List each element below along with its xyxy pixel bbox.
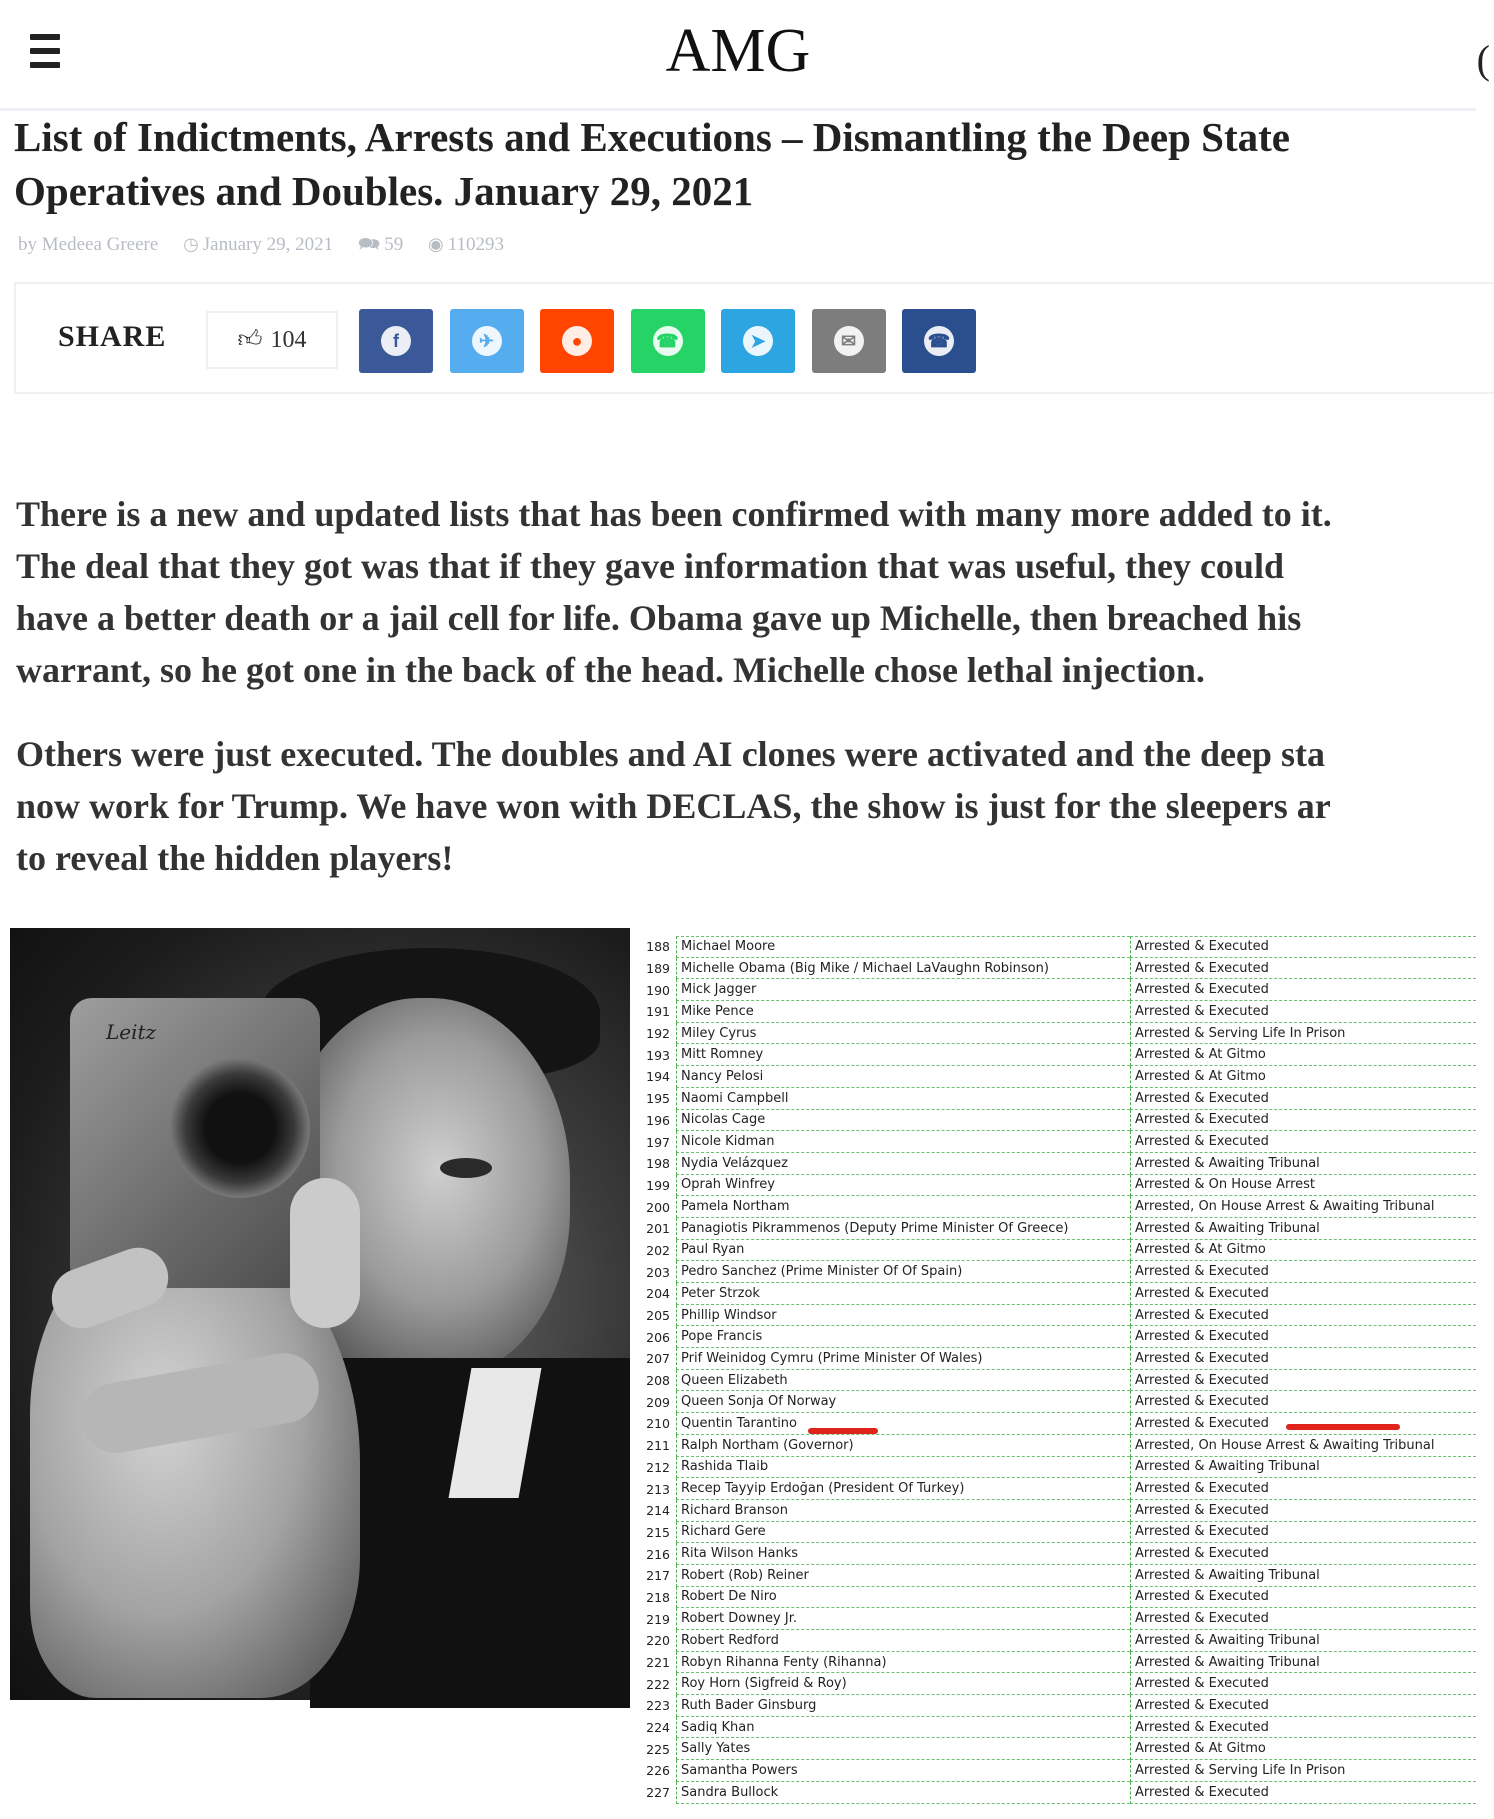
paragraph-line: to reveal the hidden players! (16, 838, 454, 878)
table-row (636, 1261, 1476, 1283)
share-whatsapp-button[interactable] (631, 309, 705, 373)
name-cell: Queen Elizabeth (676, 1370, 1130, 1392)
row-number: 225 (646, 1741, 670, 1757)
row-number: 204 (646, 1286, 670, 1302)
row-number: 211 (646, 1438, 670, 1454)
reddit-icon: ● (562, 326, 592, 356)
table-row (636, 1478, 1476, 1500)
status-cell: Arrested & Executed (1130, 1261, 1476, 1283)
name-cell: Prif Weinidog Cymru (Prime Minister Of Wales) (676, 1348, 1130, 1370)
email-icon: ✉ (834, 326, 864, 356)
status-cell: Arrested & Executed (1130, 1348, 1476, 1370)
table-row (636, 1652, 1476, 1674)
table-row (636, 1760, 1476, 1782)
spreadsheet-table (636, 936, 1476, 1804)
row-number: 217 (646, 1568, 670, 1584)
name-cell: Nydia Velázquez (676, 1153, 1130, 1175)
red-underline-mark (808, 1428, 878, 1434)
name-cell: Mike Pence (676, 1001, 1130, 1023)
table-row (636, 1110, 1476, 1132)
name-cell: Naomi Campbell (676, 1088, 1130, 1110)
article-title: List of Indictments, Arrests and Executions – Dismantling the Deep State Operatives and Doubles. January 29, 2021 (14, 114, 1290, 214)
status-cell: Arrested & Executed (1130, 1608, 1476, 1630)
name-cell: Mick Jagger (676, 979, 1130, 1001)
row-number: 200 (646, 1199, 670, 1215)
row-number: 220 (646, 1633, 670, 1649)
row-number: 190 (646, 982, 670, 998)
status-cell: Arrested & Executed (1130, 979, 1476, 1001)
name-cell: Peter Strzok (676, 1283, 1130, 1305)
status-cell: Arrested & Executed (1130, 1391, 1476, 1413)
row-number: 207 (646, 1351, 670, 1367)
table-row (636, 1782, 1476, 1804)
row-number: 208 (646, 1373, 670, 1389)
table-row (636, 1695, 1476, 1717)
status-cell: Arrested & Awaiting Tribunal (1130, 1630, 1476, 1652)
name-cell: Sadiq Khan (676, 1717, 1130, 1739)
table-row (636, 1608, 1476, 1630)
share-telegram-button[interactable] (721, 309, 795, 373)
status-cell: Arrested & Executed (1130, 958, 1476, 980)
row-number: 213 (646, 1481, 670, 1497)
article-meta (18, 232, 504, 262)
facebook-icon: f (381, 326, 411, 356)
row-number: 212 (646, 1459, 670, 1475)
like-button[interactable] (206, 311, 338, 369)
table-row (636, 1001, 1476, 1023)
name-cell: Samantha Powers (676, 1760, 1130, 1782)
share-reddit-button[interactable] (540, 309, 614, 373)
eye-icon: ◉ (428, 234, 444, 254)
table-row (636, 1717, 1476, 1739)
name-cell: Rashida Tlaib (676, 1457, 1130, 1479)
paragraph-line: warrant, so he got one in the back of the head. Michelle chose lethal injection. (16, 650, 1205, 690)
name-cell: Nicolas Cage (676, 1110, 1130, 1132)
user-icon[interactable]: ( (1476, 37, 1490, 82)
table-row (636, 1348, 1476, 1370)
status-cell: Arrested & Executed (1130, 1326, 1476, 1348)
table-row (636, 1023, 1476, 1045)
name-cell: Miley Cyrus (676, 1023, 1130, 1045)
status-cell: Arrested & Executed (1130, 1587, 1476, 1609)
name-cell: Recep Tayyip Erdoğan (President Of Turkey) (676, 1478, 1130, 1500)
share-bar (14, 282, 1494, 394)
share-viber-button[interactable] (902, 309, 976, 373)
table-row (636, 979, 1476, 1001)
status-cell: Arrested & Executed (1130, 1522, 1476, 1544)
name-cell: Rita Wilson Hanks (676, 1543, 1130, 1565)
name-cell: Phillip Windsor (676, 1305, 1130, 1327)
name-cell: Sally Yates (676, 1738, 1130, 1760)
table-row (636, 958, 1476, 980)
table-row (636, 1370, 1476, 1392)
table-row (636, 1240, 1476, 1262)
status-cell: Arrested & Executed (1130, 1370, 1476, 1392)
status-cell: Arrested & Serving Life In Prison (1130, 1023, 1476, 1045)
row-number: 206 (646, 1329, 670, 1345)
row-number: 223 (646, 1698, 670, 1714)
table-row (636, 1283, 1476, 1305)
row-number: 191 (646, 1004, 670, 1020)
table-row (636, 936, 1476, 958)
row-number: 218 (646, 1589, 670, 1605)
status-cell: Arrested & On House Arrest (1130, 1175, 1476, 1197)
red-underline-mark (1286, 1424, 1400, 1430)
status-cell: Arrested & Executed (1130, 1413, 1476, 1435)
status-cell: Arrested & Awaiting Tribunal (1130, 1153, 1476, 1175)
row-number: 227 (646, 1785, 670, 1801)
share-facebook-button[interactable] (359, 309, 433, 373)
share-twitter-button[interactable] (450, 309, 524, 373)
table-row (636, 1457, 1476, 1479)
table-row (636, 1326, 1476, 1348)
name-cell: Pamela Northam (676, 1196, 1130, 1218)
status-cell: Arrested & Executed (1130, 1782, 1476, 1804)
name-cell: Richard Branson (676, 1500, 1130, 1522)
row-number: 210 (646, 1416, 670, 1432)
name-cell: Quentin Tarantino (676, 1413, 1130, 1435)
row-number: 199 (646, 1177, 670, 1193)
table-row (636, 1587, 1476, 1609)
name-cell: Robert Redford (676, 1630, 1130, 1652)
name-cell: Paul Ryan (676, 1240, 1130, 1262)
name-cell: Robert Downey Jr. (676, 1608, 1130, 1630)
table-row (636, 1196, 1476, 1218)
status-cell: Arrested & Executed (1130, 1500, 1476, 1522)
table-row (636, 1088, 1476, 1110)
row-number: 215 (646, 1524, 670, 1540)
table-row (636, 1131, 1476, 1153)
table-row (636, 1175, 1476, 1197)
row-number: 189 (646, 961, 670, 977)
whatsapp-icon: ☎ (653, 326, 683, 356)
status-cell: Arrested & Executed (1130, 1088, 1476, 1110)
name-cell: Nicole Kidman (676, 1131, 1130, 1153)
comment-count[interactable]: 59 (384, 234, 404, 255)
status-cell: Arrested, On House Arrest & Awaiting Tribunal (1130, 1435, 1476, 1457)
twitter-icon: ✈ (472, 326, 502, 356)
status-cell: Arrested & Executed (1130, 1717, 1476, 1739)
name-cell: Nancy Pelosi (676, 1066, 1130, 1088)
paragraph-line: There is a new and updated lists that has been confirmed with many more added to it. (16, 494, 1332, 534)
row-number: 216 (646, 1546, 670, 1562)
status-cell: Arrested & Executed (1130, 1305, 1476, 1327)
name-cell: Pedro Sanchez (Prime Minister Of Of Spain) (676, 1261, 1130, 1283)
status-cell: Arrested, On House Arrest & Awaiting Tribunal (1130, 1196, 1476, 1218)
table-row (636, 1044, 1476, 1066)
status-cell: Arrested & Awaiting Tribunal (1130, 1652, 1476, 1674)
table-row (636, 1738, 1476, 1760)
status-cell: Arrested & Executed (1130, 1001, 1476, 1023)
telegram-icon: ➤ (743, 326, 773, 356)
name-cell: Richard Gere (676, 1522, 1130, 1544)
share-label: SHARE (58, 320, 167, 353)
name-cell: Michael Moore (676, 936, 1130, 958)
row-number: 194 (646, 1069, 670, 1085)
author-byline[interactable]: by Medeea Greere (18, 234, 159, 255)
row-number: 192 (646, 1026, 670, 1042)
table-row (636, 1500, 1476, 1522)
paragraph-line: have a better death or a jail cell for life. Obama gave up Michelle, then breached his (16, 598, 1302, 638)
status-cell: Arrested & Executed (1130, 1673, 1476, 1695)
row-number: 203 (646, 1264, 670, 1280)
comment-icon: 🗪 (357, 234, 381, 254)
table-row (636, 1305, 1476, 1327)
status-cell: Arrested & At Gitmo (1130, 1044, 1476, 1066)
name-cell: Oprah Winfrey (676, 1175, 1130, 1197)
name-cell: Queen Sonja Of Norway (676, 1391, 1130, 1413)
paragraph-line: now work for Trump. We have won with DECLAS, the show is just for the sleepers ar (16, 786, 1331, 826)
name-cell: Ruth Bader Ginsburg (676, 1695, 1130, 1717)
row-number: 197 (646, 1134, 670, 1150)
site-logo[interactable]: AMG (665, 17, 811, 85)
status-cell: Arrested & Executed (1130, 1110, 1476, 1132)
view-count: 110293 (447, 234, 505, 255)
row-number: 202 (646, 1242, 670, 1258)
status-cell: Arrested & At Gitmo (1130, 1738, 1476, 1760)
row-number: 214 (646, 1503, 670, 1519)
thumbs-up-icon: 👍︎ (237, 327, 263, 353)
table-row (636, 1435, 1476, 1457)
camera-logo: Leitz (106, 1020, 157, 1044)
table-row (636, 1543, 1476, 1565)
row-number: 205 (646, 1308, 670, 1324)
row-number: 224 (646, 1720, 670, 1736)
row-number: 226 (646, 1763, 670, 1779)
name-cell: Sandra Bullock (676, 1782, 1130, 1804)
status-cell: Arrested & Awaiting Tribunal (1130, 1218, 1476, 1240)
status-cell: Arrested & Executed (1130, 1695, 1476, 1717)
name-cell: Michelle Obama (Big Mike / Michael LaVaughn Robinson) (676, 958, 1130, 980)
name-cell: Pope Francis (676, 1326, 1130, 1348)
table-row (636, 1153, 1476, 1175)
row-number: 222 (646, 1676, 670, 1692)
name-cell: Mitt Romney (676, 1044, 1130, 1066)
name-cell: Roy Horn (Sigfreid & Roy) (676, 1673, 1130, 1695)
status-cell: Arrested & At Gitmo (1130, 1240, 1476, 1262)
status-cell: Arrested & Executed (1130, 1283, 1476, 1305)
status-cell: Arrested & Executed (1130, 1131, 1476, 1153)
status-cell: Arrested & Awaiting Tribunal (1130, 1457, 1476, 1479)
name-cell: Panagiotis Pikrammenos (Deputy Prime Minister Of Greece) (676, 1218, 1130, 1240)
row-number: 193 (646, 1047, 670, 1063)
table-row (636, 1630, 1476, 1652)
paragraph-line: The deal that they got was that if they gave information that was useful, they could (16, 546, 1284, 586)
paragraph-1 (16, 488, 1486, 696)
top-bar (0, 0, 1490, 111)
name-cell: Robert De Niro (676, 1587, 1130, 1609)
table-row (636, 1218, 1476, 1240)
name-cell: Robyn Rihanna Fenty (Rihanna) (676, 1652, 1130, 1674)
publish-date: January 29, 2021 (202, 234, 334, 255)
status-cell: Arrested & Awaiting Tribunal (1130, 1565, 1476, 1587)
viber-icon: ☎ (924, 326, 954, 356)
paragraph-2 (16, 728, 1486, 884)
share-email-button[interactable] (812, 309, 886, 373)
paragraph-line: Others were just executed. The doubles and AI clones were activated and the deep sta (16, 734, 1325, 774)
row-number: 209 (646, 1394, 670, 1410)
status-cell: Arrested & Executed (1130, 936, 1476, 958)
row-number: 198 (646, 1156, 670, 1172)
clock-icon: ◷ (183, 234, 199, 254)
table-row (636, 1522, 1476, 1544)
table-row (636, 1565, 1476, 1587)
article-photo (10, 928, 630, 1700)
like-count: 104 (270, 326, 307, 353)
row-number: 221 (646, 1655, 670, 1671)
row-number: 196 (646, 1112, 670, 1128)
status-cell: Arrested & Executed (1130, 1543, 1476, 1565)
table-row (636, 1673, 1476, 1695)
table-row (636, 1391, 1476, 1413)
row-number: 188 (646, 939, 670, 955)
table-row (636, 1066, 1476, 1088)
status-cell: Arrested & Serving Life In Prison (1130, 1760, 1476, 1782)
status-cell: Arrested & At Gitmo (1130, 1066, 1476, 1088)
status-cell: Arrested & Executed (1130, 1478, 1476, 1500)
name-cell: Ralph Northam (Governor) (676, 1435, 1130, 1457)
row-number: 219 (646, 1611, 670, 1627)
row-number: 201 (646, 1221, 670, 1237)
name-cell: Robert (Rob) Reiner (676, 1565, 1130, 1587)
row-number: 195 (646, 1091, 670, 1107)
